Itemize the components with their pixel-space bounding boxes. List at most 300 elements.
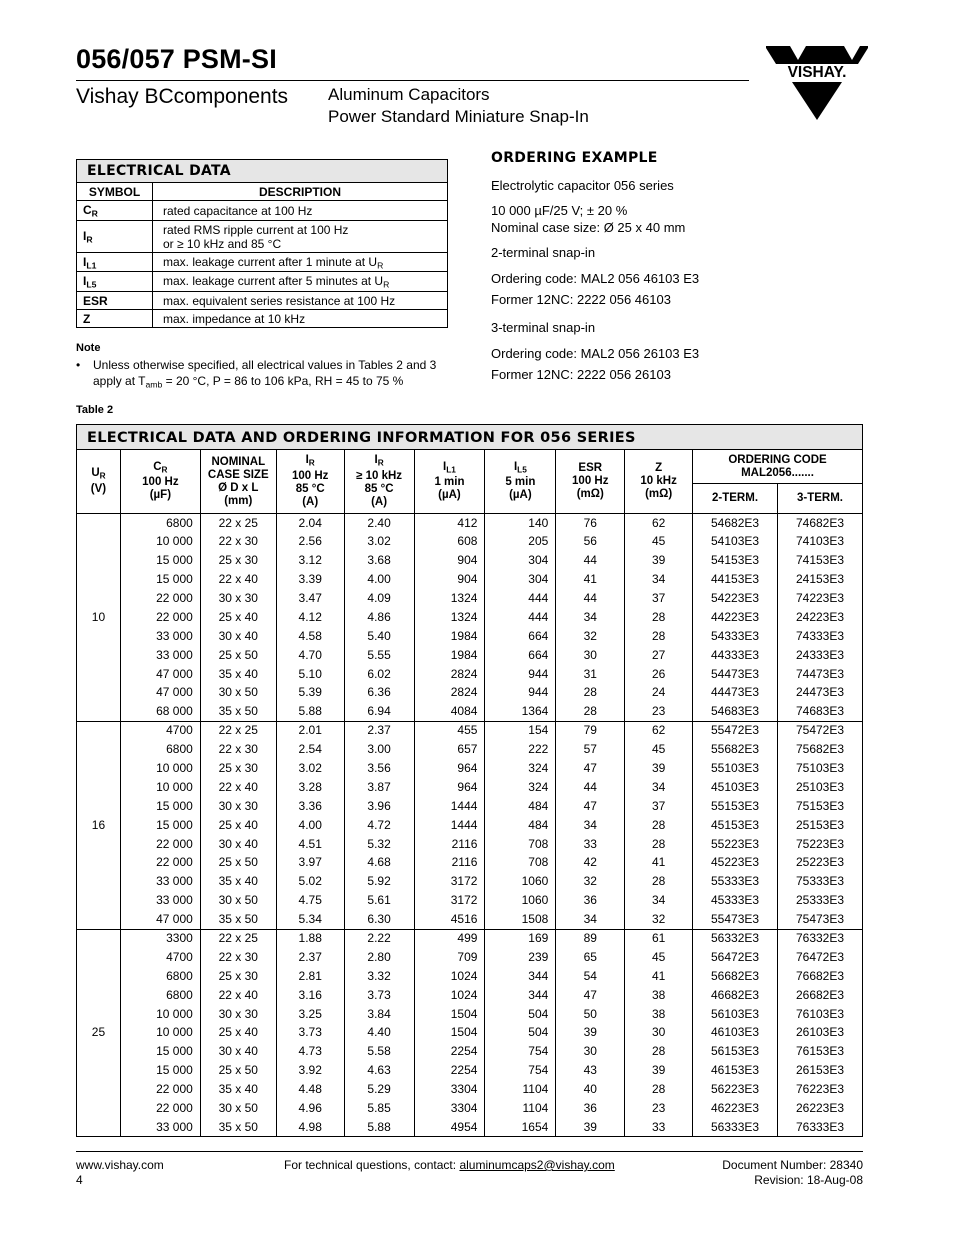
cell-il5: 708 xyxy=(485,854,556,873)
subtitle-line-1: Aluminum Capacitors xyxy=(328,85,490,104)
cell-esr: 47 xyxy=(556,797,625,816)
cell-ir-10khz: 4.86 xyxy=(344,608,414,627)
cell-ir-100hz: 4.48 xyxy=(276,1080,344,1099)
cell-z: 24 xyxy=(625,684,693,703)
cell-il1: 3304 xyxy=(414,1080,485,1099)
cell-ir-100hz: 2.56 xyxy=(276,532,344,551)
page-number: 4 xyxy=(76,1173,83,1187)
cell-il5: 1104 xyxy=(485,1099,556,1118)
symbol-cell: $I_{L1}$ xyxy=(77,252,153,272)
symbol-cell: $C_R$ xyxy=(77,201,153,221)
cell-z: 26 xyxy=(625,665,693,684)
table-row xyxy=(77,514,863,533)
col-il5: $I_{L5}$ 5 min (µA) xyxy=(485,450,556,514)
cell-z: 28 xyxy=(625,872,693,891)
cell-code-3-term: 74153E3 xyxy=(777,551,862,570)
cell-code-3-term: 75153E3 xyxy=(777,797,862,816)
voltage-cell: 10 xyxy=(77,514,121,722)
logo-triangle xyxy=(792,82,842,120)
cell-ir-10khz: 4.40 xyxy=(344,1024,414,1043)
table-row xyxy=(77,665,863,684)
cell-il5: 1654 xyxy=(485,1118,556,1137)
cell-z: 23 xyxy=(625,702,693,721)
cell-code-2-term: 45153E3 xyxy=(693,816,778,835)
cell-z: 62 xyxy=(625,514,693,533)
cell-cr: 22 000 xyxy=(120,1099,200,1118)
description-cell: max. leakage current after 1 minute at $U_R$ xyxy=(153,252,448,272)
description-cell: max. impedance at 10 kHz xyxy=(153,309,448,327)
cell-il1: 657 xyxy=(414,740,485,759)
table-row xyxy=(77,1061,863,1080)
cell-ir-100hz: 3.28 xyxy=(276,778,344,797)
cell-il5: 1364 xyxy=(485,702,556,721)
col-esr: ESR 100 Hz (mΩ) xyxy=(556,450,625,514)
cell-il5: 1060 xyxy=(485,872,556,891)
cell-ir-10khz: 6.94 xyxy=(344,702,414,721)
cell-z: 41 xyxy=(625,967,693,986)
cell-code-2-term: 54333E3 xyxy=(693,627,778,646)
cell-ir-100hz: 5.10 xyxy=(276,665,344,684)
cell-il1: 3172 xyxy=(414,891,485,910)
cell-il1: 2824 xyxy=(414,665,485,684)
cell-il5: 304 xyxy=(485,551,556,570)
table-row xyxy=(77,551,863,570)
cell-il5: 664 xyxy=(485,627,556,646)
table-row xyxy=(77,816,863,835)
cell-case-size: 30 x 40 xyxy=(200,1042,276,1061)
cell-esr: 28 xyxy=(556,684,625,703)
cell-ir-10khz: 6.30 xyxy=(344,910,414,929)
cell-case-size: 25 x 30 xyxy=(200,551,276,570)
table-row xyxy=(77,1118,863,1137)
cell-il1: 4516 xyxy=(414,910,485,929)
cell-il5: 154 xyxy=(485,721,556,740)
cell-ir-10khz: 2.22 xyxy=(344,929,414,948)
table-row xyxy=(77,986,863,1005)
cell-code-2-term: 44223E3 xyxy=(693,608,778,627)
cell-il1: 904 xyxy=(414,551,485,570)
ordering-example-title: ORDERING EXAMPLE xyxy=(491,150,658,166)
cell-code-2-term: 45223E3 xyxy=(693,854,778,873)
cell-code-2-term: 55473E3 xyxy=(693,910,778,929)
electrical-data-row xyxy=(77,272,448,292)
cell-ir-10khz: 5.40 xyxy=(344,627,414,646)
cell-ir-10khz: 3.00 xyxy=(344,740,414,759)
cell-ir-100hz: 4.75 xyxy=(276,891,344,910)
cell-code-2-term: 44333E3 xyxy=(693,646,778,665)
cell-code-2-term: 56332E3 xyxy=(693,929,778,948)
cell-ir-10khz: 4.68 xyxy=(344,854,414,873)
cell-code-2-term: 46223E3 xyxy=(693,1099,778,1118)
cell-code-3-term: 75682E3 xyxy=(777,740,862,759)
ordering-line: Former 12NC: 2222 056 26103 xyxy=(491,367,671,382)
col-ir-10khz: $I_R$ ≥ 10 kHz 85 °C (A) xyxy=(344,450,414,514)
cell-ir-10khz: 3.87 xyxy=(344,778,414,797)
title-rule xyxy=(76,80,749,81)
cell-esr: 34 xyxy=(556,608,625,627)
cell-il5: 222 xyxy=(485,740,556,759)
cell-case-size: 22 x 30 xyxy=(200,740,276,759)
cell-ir-100hz: 2.81 xyxy=(276,967,344,986)
description-cell: rated RMS ripple current at 100 Hz or ≥ 10 kHz and 85 °C xyxy=(153,220,448,252)
cell-ir-100hz: 3.97 xyxy=(276,854,344,873)
footer-right xyxy=(722,1158,863,1188)
cell-code-3-term: 74333E3 xyxy=(777,627,862,646)
cell-code-2-term: 46153E3 xyxy=(693,1061,778,1080)
cell-esr: 39 xyxy=(556,1024,625,1043)
cell-code-2-term: 55682E3 xyxy=(693,740,778,759)
cell-case-size: 35 x 40 xyxy=(200,665,276,684)
cell-ir-100hz: 3.25 xyxy=(276,1005,344,1024)
cell-code-2-term: 55153E3 xyxy=(693,797,778,816)
table-row xyxy=(77,759,863,778)
table-row xyxy=(77,854,863,873)
cell-il1: 455 xyxy=(414,721,485,740)
cell-esr: 56 xyxy=(556,532,625,551)
cell-il5: 344 xyxy=(485,967,556,986)
cell-code-3-term: 75223E3 xyxy=(777,835,862,854)
cell-ir-100hz: 3.12 xyxy=(276,551,344,570)
cell-cr: 15 000 xyxy=(120,1042,200,1061)
cell-code-3-term: 76472E3 xyxy=(777,948,862,967)
cell-cr: 47 000 xyxy=(120,665,200,684)
cell-case-size: 35 x 50 xyxy=(200,910,276,929)
cell-esr: 40 xyxy=(556,1080,625,1099)
cell-cr: 15 000 xyxy=(120,797,200,816)
cell-il5: 444 xyxy=(485,589,556,608)
cell-ir-10khz: 3.56 xyxy=(344,759,414,778)
cell-ir-10khz: 5.92 xyxy=(344,872,414,891)
cell-case-size: 25 x 30 xyxy=(200,967,276,986)
cell-code-2-term: 56223E3 xyxy=(693,1080,778,1099)
cell-esr: 44 xyxy=(556,589,625,608)
cell-esr: 57 xyxy=(556,740,625,759)
cell-il5: 324 xyxy=(485,778,556,797)
col-ir-100hz: $I_R$ 100 Hz 85 °C (A) xyxy=(276,450,344,514)
cell-il1: 2116 xyxy=(414,835,485,854)
cell-cr: 33 000 xyxy=(120,1118,200,1137)
table-row xyxy=(77,910,863,929)
cell-cr: 6800 xyxy=(120,740,200,759)
electrical-data-row xyxy=(77,309,448,327)
cell-code-2-term: 56472E3 xyxy=(693,948,778,967)
table-row xyxy=(77,702,863,721)
table-title: ELECTRICAL DATA AND ORDERING INFORMATION FOR 056 SERIES xyxy=(77,425,863,450)
cell-code-3-term: 75103E3 xyxy=(777,759,862,778)
table-row xyxy=(77,891,863,910)
cell-z: 23 xyxy=(625,1099,693,1118)
table-row xyxy=(77,721,863,740)
ordering-line: Former 12NC: 2222 056 46103 xyxy=(491,292,671,307)
col-3-term: 3-TERM. xyxy=(777,484,862,514)
symbol-cell: $I_{L5}$ xyxy=(77,272,153,292)
cell-ir-10khz: 4.63 xyxy=(344,1061,414,1080)
cell-cr: 15 000 xyxy=(120,816,200,835)
cell-esr: 43 xyxy=(556,1061,625,1080)
cell-ir-10khz: 2.80 xyxy=(344,948,414,967)
cell-esr: 44 xyxy=(556,778,625,797)
table-row xyxy=(77,1024,863,1043)
cell-z: 38 xyxy=(625,986,693,1005)
cell-cr: 10 000 xyxy=(120,759,200,778)
cell-code-3-term: 76223E3 xyxy=(777,1080,862,1099)
cell-esr: 79 xyxy=(556,721,625,740)
cell-il5: 344 xyxy=(485,986,556,1005)
cell-esr: 89 xyxy=(556,929,625,948)
cell-ir-100hz: 5.88 xyxy=(276,702,344,721)
cell-z: 39 xyxy=(625,1061,693,1080)
cell-case-size: 22 x 30 xyxy=(200,948,276,967)
cell-cr: 10 000 xyxy=(120,532,200,551)
cell-il5: 1508 xyxy=(485,910,556,929)
cell-il1: 2116 xyxy=(414,854,485,873)
cell-case-size: 35 x 50 xyxy=(200,1118,276,1137)
cell-z: 28 xyxy=(625,627,693,646)
cell-ir-100hz: 5.39 xyxy=(276,684,344,703)
cell-il5: 1104 xyxy=(485,1080,556,1099)
description-header: DESCRIPTION xyxy=(153,183,448,201)
cell-il1: 1024 xyxy=(414,986,485,1005)
electrical-data-row xyxy=(77,252,448,272)
table-row xyxy=(77,948,863,967)
revision: Revision: 18-Aug-08 xyxy=(754,1173,863,1187)
cell-code-2-term: 45333E3 xyxy=(693,891,778,910)
cell-code-3-term: 76103E3 xyxy=(777,1005,862,1024)
cell-case-size: 25 x 40 xyxy=(200,816,276,835)
cell-z: 34 xyxy=(625,778,693,797)
cell-case-size: 25 x 50 xyxy=(200,646,276,665)
cell-z: 45 xyxy=(625,740,693,759)
ordering-line: 10 000 µF/25 V; ± 20 % xyxy=(491,203,628,218)
cell-code-2-term: 56153E3 xyxy=(693,1042,778,1061)
cell-code-3-term: 26682E3 xyxy=(777,986,862,1005)
cell-cr: 15 000 xyxy=(120,570,200,589)
cell-z: 28 xyxy=(625,1042,693,1061)
cell-z: 34 xyxy=(625,891,693,910)
cell-code-2-term: 54223E3 xyxy=(693,589,778,608)
cell-il5: 239 xyxy=(485,948,556,967)
cell-esr: 36 xyxy=(556,891,625,910)
cell-cr: 6800 xyxy=(120,986,200,1005)
description-cell: max. equivalent series resistance at 100 Hz xyxy=(153,291,448,309)
cell-il1: 1984 xyxy=(414,646,485,665)
cell-cr: 22 000 xyxy=(120,608,200,627)
cell-z: 39 xyxy=(625,759,693,778)
cell-ir-100hz: 3.16 xyxy=(276,986,344,1005)
cell-esr: 32 xyxy=(556,872,625,891)
cell-il5: 304 xyxy=(485,570,556,589)
cell-ir-100hz: 3.73 xyxy=(276,1024,344,1043)
cell-ir-10khz: 5.58 xyxy=(344,1042,414,1061)
electrical-data-row xyxy=(77,220,448,252)
cell-case-size: 30 x 50 xyxy=(200,891,276,910)
cell-ir-100hz: 4.00 xyxy=(276,816,344,835)
table-row xyxy=(77,778,863,797)
cell-ir-100hz: 3.36 xyxy=(276,797,344,816)
cell-il1: 1504 xyxy=(414,1024,485,1043)
table-row xyxy=(77,1080,863,1099)
table-row xyxy=(77,967,863,986)
col-ur: $U_R$ (V) xyxy=(77,450,121,514)
cell-esr: 30 xyxy=(556,1042,625,1061)
ordering-line: 2-terminal snap-in xyxy=(491,245,596,260)
note-text: • Unless otherwise specified, all electrical values in Tables 2 and 3 apply at $T_{amb} = 20$ °C, P = 86 to 106 kPa, RH = 45 to 75 % xyxy=(76,358,437,390)
cell-cr: 68 000 xyxy=(120,702,200,721)
table-row xyxy=(77,608,863,627)
cell-z: 45 xyxy=(625,532,693,551)
cell-z: 28 xyxy=(625,608,693,627)
cell-ir-10khz: 4.00 xyxy=(344,570,414,589)
cell-code-2-term: 54153E3 xyxy=(693,551,778,570)
cell-code-2-term: 54103E3 xyxy=(693,532,778,551)
cell-il1: 1324 xyxy=(414,608,485,627)
footer-website[interactable]: www.vishay.com xyxy=(76,1158,164,1172)
logo-top-shape xyxy=(766,46,868,64)
cell-ir-100hz: 4.12 xyxy=(276,608,344,627)
cell-code-3-term: 24153E3 xyxy=(777,570,862,589)
cell-il5: 664 xyxy=(485,646,556,665)
cell-il5: 944 xyxy=(485,684,556,703)
cell-ir-100hz: 3.47 xyxy=(276,589,344,608)
cell-code-3-term: 26153E3 xyxy=(777,1061,862,1080)
col-ordering-code: ORDERING CODE MAL2056....... xyxy=(693,450,863,484)
table-row xyxy=(77,740,863,759)
cell-il1: 904 xyxy=(414,570,485,589)
voltage-cell: 16 xyxy=(77,721,121,929)
cell-il1: 1984 xyxy=(414,627,485,646)
symbol-cell: $I_R$ xyxy=(77,220,153,252)
description-cell: rated capacitance at 100 Hz xyxy=(153,201,448,221)
cell-cr: 47 000 xyxy=(120,684,200,703)
cell-ir-10khz: 5.29 xyxy=(344,1080,414,1099)
cell-ir-100hz: 2.37 xyxy=(276,948,344,967)
symbol-cell: ESR xyxy=(77,291,153,309)
cell-case-size: 30 x 50 xyxy=(200,684,276,703)
cell-ir-10khz: 5.55 xyxy=(344,646,414,665)
cell-ir-100hz: 3.02 xyxy=(276,759,344,778)
cell-case-size: 25 x 40 xyxy=(200,608,276,627)
cell-ir-100hz: 4.73 xyxy=(276,1042,344,1061)
cell-il5: 169 xyxy=(485,929,556,948)
cell-il5: 140 xyxy=(485,514,556,533)
cell-ir-10khz: 3.32 xyxy=(344,967,414,986)
table-row xyxy=(77,1042,863,1061)
cell-esr: 41 xyxy=(556,570,625,589)
cell-code-3-term: 76333E3 xyxy=(777,1118,862,1137)
table-row xyxy=(77,646,863,665)
cell-ir-10khz: 5.85 xyxy=(344,1099,414,1118)
cell-esr: 31 xyxy=(556,665,625,684)
cell-case-size: 22 x 40 xyxy=(200,570,276,589)
cell-il1: 4084 xyxy=(414,702,485,721)
cell-case-size: 25 x 40 xyxy=(200,1024,276,1043)
cell-z: 61 xyxy=(625,929,693,948)
cell-ir-10khz: 5.88 xyxy=(344,1118,414,1137)
cell-ir-100hz: 1.88 xyxy=(276,929,344,948)
cell-esr: 65 xyxy=(556,948,625,967)
table-row xyxy=(77,589,863,608)
table-row xyxy=(77,1099,863,1118)
col-z: Z 10 kHz (mΩ) xyxy=(625,450,693,514)
ordering-line: Ordering code: MAL2 056 26103 E3 xyxy=(491,346,700,361)
cell-case-size: 25 x 50 xyxy=(200,1061,276,1080)
cell-z: 41 xyxy=(625,854,693,873)
cell-code-2-term: 44153E3 xyxy=(693,570,778,589)
cell-code-3-term: 25153E3 xyxy=(777,816,862,835)
cell-esr: 30 xyxy=(556,646,625,665)
cell-code-3-term: 74683E3 xyxy=(777,702,862,721)
cell-code-3-term: 75472E3 xyxy=(777,721,862,740)
table-label: Table 2 xyxy=(76,404,114,416)
cell-ir-100hz: 4.51 xyxy=(276,835,344,854)
cell-z: 39 xyxy=(625,551,693,570)
cell-case-size: 35 x 40 xyxy=(200,1080,276,1099)
cell-case-size: 30 x 50 xyxy=(200,1099,276,1118)
cell-cr: 4700 xyxy=(120,721,200,740)
cell-cr: 22 000 xyxy=(120,835,200,854)
cell-z: 38 xyxy=(625,1005,693,1024)
cell-code-2-term: 55103E3 xyxy=(693,759,778,778)
note-title: Note xyxy=(76,342,101,354)
cell-cr: 22 000 xyxy=(120,1080,200,1099)
cell-code-3-term: 75473E3 xyxy=(777,910,862,929)
footer-rule xyxy=(76,1151,863,1152)
table-row xyxy=(77,835,863,854)
cell-z: 34 xyxy=(625,570,693,589)
cell-code-2-term: 55472E3 xyxy=(693,721,778,740)
cell-code-2-term: 46682E3 xyxy=(693,986,778,1005)
table-row xyxy=(77,570,863,589)
cell-il1: 964 xyxy=(414,759,485,778)
col-2-term: 2-TERM. xyxy=(693,484,778,514)
ordering-line: Nominal case size: Ø 25 x 40 mm xyxy=(491,220,686,235)
cell-ir-100hz: 4.96 xyxy=(276,1099,344,1118)
cell-code-3-term: 26103E3 xyxy=(777,1024,862,1043)
cell-case-size: 35 x 50 xyxy=(200,702,276,721)
cell-ir-100hz: 5.34 xyxy=(276,910,344,929)
cell-code-3-term: 76153E3 xyxy=(777,1042,862,1061)
cell-il1: 1444 xyxy=(414,797,485,816)
cell-ir-10khz: 6.02 xyxy=(344,665,414,684)
cell-ir-10khz: 5.32 xyxy=(344,835,414,854)
cell-il5: 754 xyxy=(485,1042,556,1061)
electrical-data-table xyxy=(76,159,448,328)
cell-il1: 412 xyxy=(414,514,485,533)
cell-il1: 4954 xyxy=(414,1118,485,1137)
cell-ir-10khz: 5.61 xyxy=(344,891,414,910)
cell-ir-100hz: 3.92 xyxy=(276,1061,344,1080)
cell-cr: 6800 xyxy=(120,967,200,986)
contact-email-link[interactable]: aluminumcaps2@vishay.com xyxy=(459,1158,615,1172)
cell-il1: 3304 xyxy=(414,1099,485,1118)
cell-il5: 944 xyxy=(485,665,556,684)
col-il1: $I_{L1}$ 1 min (µA) xyxy=(414,450,485,514)
vishay-logo xyxy=(766,44,868,122)
cell-cr: 47 000 xyxy=(120,910,200,929)
cell-code-2-term: 55333E3 xyxy=(693,872,778,891)
company-name: Vishay BCcomponents xyxy=(76,85,289,108)
cell-il1: 2254 xyxy=(414,1061,485,1080)
cell-ir-100hz: 2.54 xyxy=(276,740,344,759)
cell-z: 62 xyxy=(625,721,693,740)
cell-ir-10khz: 4.72 xyxy=(344,816,414,835)
table-row xyxy=(77,532,863,551)
cell-cr: 33 000 xyxy=(120,627,200,646)
cell-il1: 1444 xyxy=(414,816,485,835)
cell-ir-10khz: 6.36 xyxy=(344,684,414,703)
cell-case-size: 22 x 25 xyxy=(200,514,276,533)
cell-esr: 33 xyxy=(556,835,625,854)
